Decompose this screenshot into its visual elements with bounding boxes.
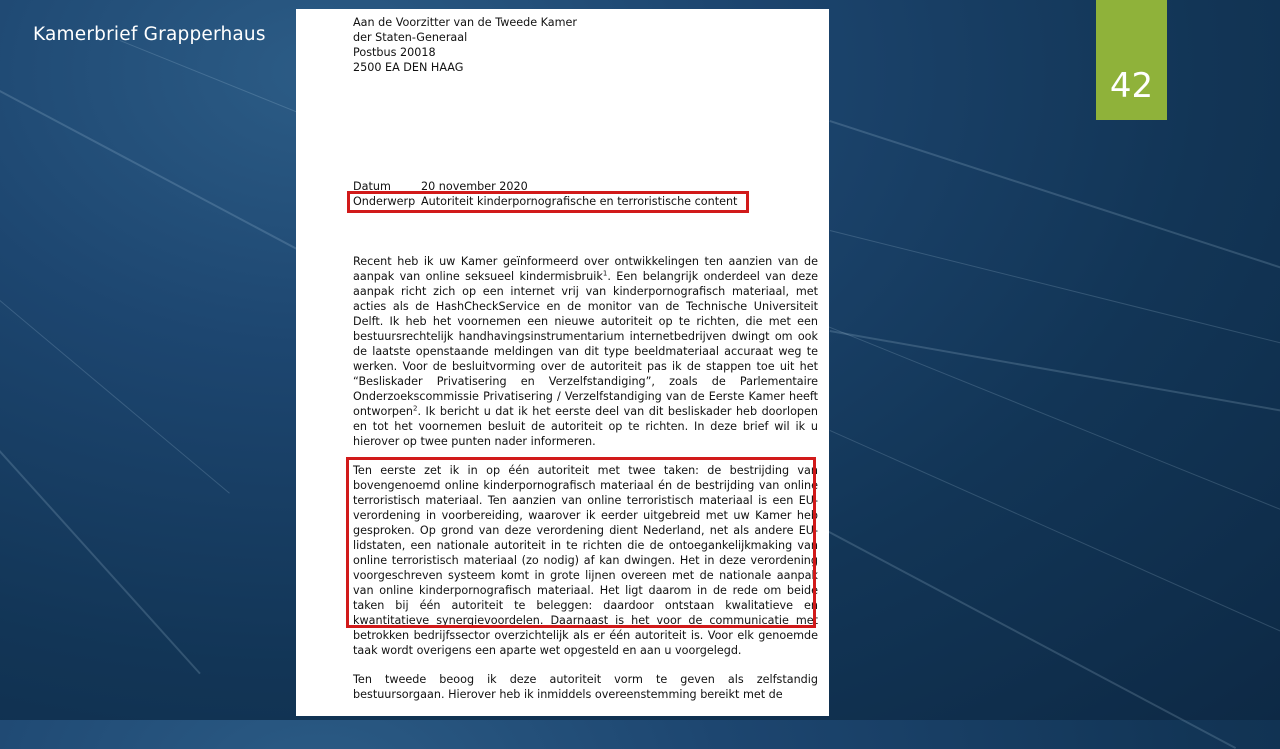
subject-highlight-box — [347, 191, 749, 213]
background-streak — [830, 330, 1280, 436]
address-line: 2500 EA DEN HAAG — [353, 61, 464, 74]
background-streak — [0, 450, 201, 674]
background-streak — [0, 300, 230, 494]
paragraph-highlight-box — [346, 457, 816, 628]
paragraph-second-point: Ten tweede beoog ik deze autoriteit vorm te geven als zelfstandig bestuursorgaan. Hierover heb ik inmiddels overeenstemming bereikt met de — [353, 673, 818, 701]
date-value: 20 november 2020 — [421, 180, 528, 193]
paragraph-intro — [353, 254, 818, 449]
address-block — [353, 15, 577, 75]
background-streak — [829, 120, 1280, 307]
page-number: 42 — [1109, 66, 1154, 106]
paragraph-text: . Een belangrijk onderdeel van deze aanpak richt zich op een internet vrij van kinderpornografisch materiaal, met acties als de HashCheckService en de monitor van de Technische Universiteit Delft. Ik heb het voornemen een nieuwe autoriteit op te richten, die met een bestuursrechtelijk handhavingsinstrumentarium internetbedrijven dwingt om ook de laatste openstaande meldingen van dit type beeldmateriaal accuraat weg te werken. Voor de besluitvorming over de autoriteit pas ik de stappen toe uit het “Besliskader Privatisering en Verzelfstandiging”, zoals de Parlementaire Onderzoekscommissie Privatisering / Verzelfstandiging van de Eerste Kamer heeft ontworpen — [353, 270, 819, 418]
address-line: der Staten-Generaal — [353, 31, 468, 44]
paragraph-first-point: Ten eerste zet ik in op één autoriteit met twee taken: de bestrijding van bovengenoemd online kinderpornografisch materiaal én de bestrijding van online terroristisch materiaal. Ten aanzien van online terroristisch materiaal is een EU-verordening in voorbereiding, waarover ik eerder uitgebreid met uw Kamer heb gesproken. Op grond van deze verordening dient Nederland, net als andere EU-lidstaten, een nationale autoriteit in te richten die de ontoegankelijkmaking van online terroristisch materiaal (zo nodig) af kan dwingen. Het in deze verordening voorgeschreven systeem komt in grote lijnen overeen met de nationale aanpak van online kinderpornografisch materiaal. Het ligt daarom in de rede om beide taken bij één autoriteit te beleggen: daardoor ontstaan kwalitatieve en kwantitatieve synergievoordelen. Daarnaast is het voor de communicatie met betrokken bedrijfssector overzichtelijk als er één autoriteit is. Voor elk genoemde taak wordt overigens een aparte wet opgesteld en aan u voorgelegd. — [353, 464, 818, 657]
page-number-badge — [1096, 0, 1167, 120]
address-line: Postbus 20018 — [353, 46, 436, 59]
footnote-marker: 1 — [602, 269, 608, 278]
slide-title: Kamerbrief Grapperhaus — [33, 24, 266, 45]
background-streak — [830, 430, 1280, 675]
paragraph-text: . Ik bericht u dat ik het eerste deel van dit besliskader heb doorlopen en tot het voornemen besluit de autoriteit op te richten. In deze brief wil ik u hierover op twee punten nader informeren. — [353, 405, 818, 448]
footnote-marker: 2 — [413, 404, 418, 413]
subject-value: Autoriteit kinderpornografische en terroristische content — [421, 195, 738, 208]
address-line: Aan de Voorzitter van de Tweede Kamer — [353, 16, 578, 29]
paragraph-text: Recent heb ik uw Kamer geïnformeerd over ontwikkelingen ten aanzien van de aanpak van online seksueel kindermisbruik — [353, 255, 818, 283]
date-label: Datum — [353, 180, 391, 193]
letter-document — [296, 9, 829, 716]
subject-label: Onderwerp — [353, 195, 416, 208]
